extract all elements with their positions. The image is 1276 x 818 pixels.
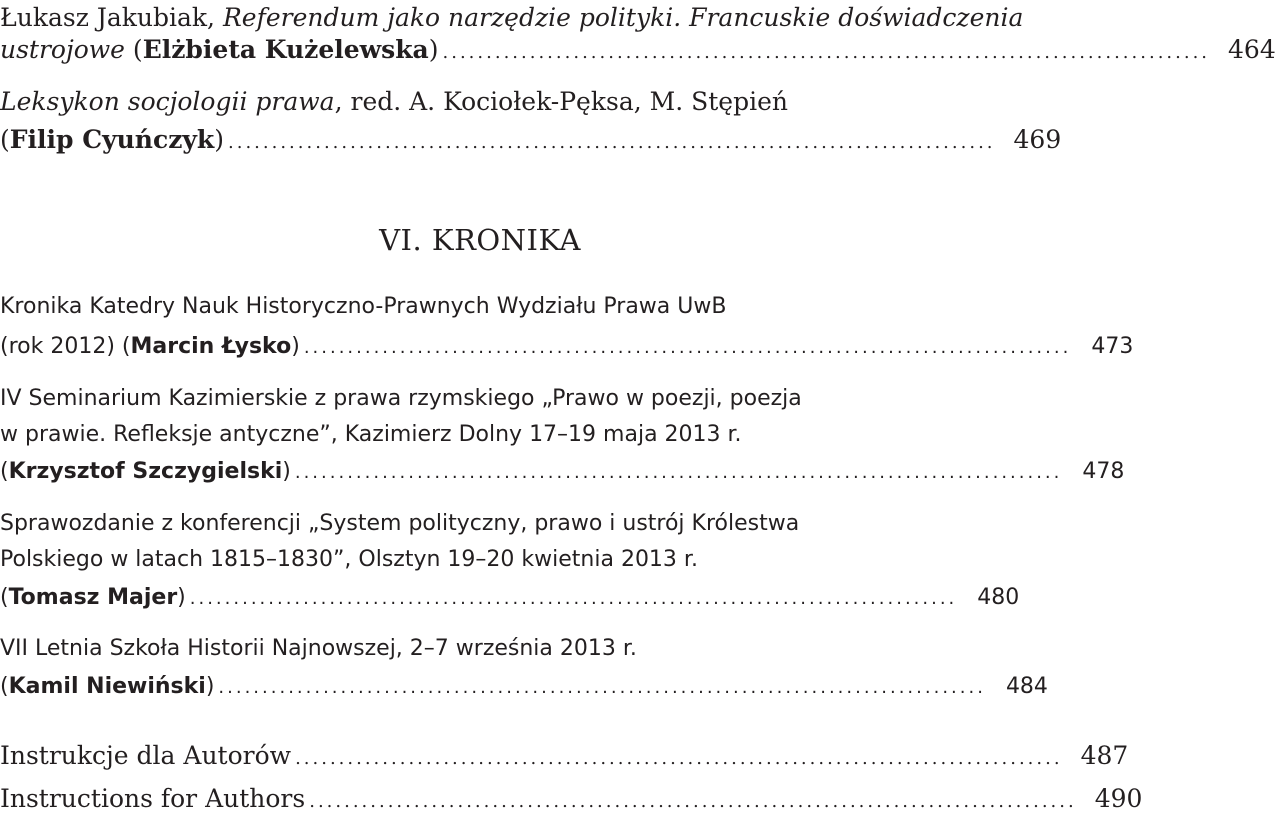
toc-entry-leader-text (0, 124, 224, 156)
paren-open: ( (0, 125, 10, 154)
dot-leader: ........................................................................................ (442, 42, 1211, 63)
page-number: 487 (1080, 741, 1129, 770)
page-number: 490 (1094, 784, 1143, 813)
dot-leader: ........................................................................................ (218, 677, 986, 698)
toc-entry-last-line (0, 124, 1062, 156)
toc-entry-last-line (0, 783, 1143, 815)
reviewer-name: Elżbieta Kużelewska (142, 35, 429, 64)
toc-entry-title: Instructions for Authors (0, 784, 306, 813)
toc-entry-last-line (0, 34, 1276, 66)
page-number: 484 (1005, 674, 1048, 699)
paren-open: ( (0, 459, 9, 484)
paren-close: ) (214, 125, 224, 154)
reviewer-name: Filip Cyuńczyk (9, 125, 215, 154)
paren-close: ) (291, 334, 300, 359)
toc-entry-leader-text (0, 331, 300, 363)
paren-close: ) (282, 459, 291, 484)
toc-entry-title: Referendum jako narzędzie polityki. Francuskie doświadczenia (222, 3, 1024, 32)
paren-close: ) (177, 585, 186, 610)
page-number: 469 (1013, 125, 1062, 154)
toc-entry-title: Leksykon socjologii prawa (0, 87, 335, 116)
toc-entry-last-line (0, 456, 1125, 488)
toc-entry-last-line (0, 740, 1129, 772)
author-name: Kamil Niewiński (8, 674, 206, 699)
dot-leader: ........................................................................................ (294, 462, 1063, 483)
paren-close: ) (428, 35, 439, 64)
author-name: Marcin Łysko (130, 334, 292, 359)
toc-entry-editors: , red. A. Kociołek-Pęksa, M. Stępień (334, 87, 788, 116)
dot-leader: ........................................................................................ (309, 791, 1077, 812)
section-heading: VI. KRONIKA (379, 223, 581, 257)
toc-entry-leader-text (0, 34, 439, 66)
toc-entry-leader-text (0, 671, 214, 703)
toc-entry-title-line-1 (0, 2, 1023, 34)
page-number: 464 (1228, 35, 1276, 64)
toc-entry-title-line-1: VII Letnia Szkoła Historii Najnowszej, 2–7 września 2013 r. (0, 636, 637, 661)
toc-entry-title: Instrukcje dla Autorów (0, 741, 292, 770)
dot-leader: ........................................................................................ (189, 588, 958, 609)
toc-entry-last-line (0, 331, 1134, 363)
toc-entry-title-continued: ustrojowe (0, 35, 125, 64)
page-number: 480 (977, 585, 1020, 610)
toc-entry-title-line-1: IV Seminarium Kazimierskie z prawa rzymskiego „Prawo w poezji, poezja (0, 386, 802, 411)
paren-open: ( (124, 35, 143, 64)
author-name: Krzysztof Szczygielski (8, 459, 283, 484)
toc-entry-title-line-2: w prawie. Refleksje antyczne”, Kazimierz Dolny 17–19 maja 2013 r. (0, 422, 742, 447)
toc-entry-leader-text (0, 582, 186, 614)
toc-entry-title-line-1: Sprawozdanie z konferencji „System polityczny, prawo i ustrój Królestwa (0, 511, 800, 536)
dot-leader: ........................................................................................ (228, 132, 996, 153)
author-name: Tomasz Majer (8, 585, 178, 610)
page-number: 473 (1091, 334, 1134, 359)
paren-close: ) (205, 674, 215, 699)
toc-entry-last-line (0, 671, 1048, 703)
toc-entry-author-prefix: Łukasz Jakubiak, (0, 3, 223, 32)
toc-entry-leader-text (0, 456, 291, 488)
paren-open: ( (0, 674, 9, 699)
toc-entry-title-continued: (rok 2012) ( (0, 334, 131, 359)
page-number: 478 (1082, 459, 1125, 484)
toc-entry-title-line-2: Polskiego w latach 1815–1830”, Olsztyn 19–20 kwietnia 2013 r. (0, 547, 698, 572)
paren-open: ( (0, 585, 9, 610)
dot-leader: ........................................................................................ (295, 748, 1063, 769)
toc-entry-title-line-1 (0, 86, 788, 118)
toc-entry-last-line (0, 582, 1020, 614)
dot-leader: ........................................................................................ (303, 337, 1072, 358)
toc-entry-title-line-1: Kronika Katedry Nauk Historyczno-Prawnych Wydziału Prawa UwB (0, 294, 727, 319)
